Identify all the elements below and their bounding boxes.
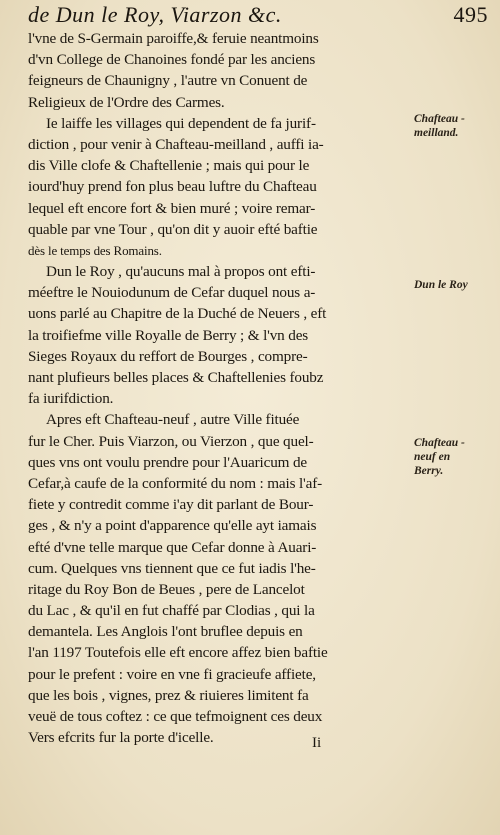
body-text bbox=[28, 28, 408, 748]
text-line: veuë de tous coftez : ce que tefmoignent ces deux bbox=[28, 708, 323, 725]
margin-note-line: Chafteau - bbox=[414, 113, 465, 125]
text-line: ques vns ont voulu prendre pour l'Auaricum de bbox=[28, 453, 308, 471]
text-line: nant plufieurs belles places & Chaftellenies foubz bbox=[28, 369, 324, 386]
text-line: uons parlé au Chapitre de la Duché de Neuers , eft bbox=[28, 305, 327, 323]
text-line: ritage du Roy Bon de Beues , pere de Lancelot bbox=[28, 580, 305, 598]
running-header bbox=[28, 0, 488, 30]
text-line: Religieux de l'Ordre des Carmes. bbox=[28, 93, 225, 111]
text-line: la troifiefme ville Royalle de Berry ; & l'vn des bbox=[28, 326, 309, 344]
margin-note-chasteau-meilland bbox=[414, 112, 496, 140]
text-line: d'vn College de Chanoines fondé par les anciens bbox=[28, 51, 316, 69]
margin-note-line: neuf en bbox=[414, 451, 451, 463]
text-line: dis Ville clofe & Chaftellenie ; mais qui pour le bbox=[28, 157, 310, 175]
text-line: iourd'huy prend fon plus beau luftre du Chafteau bbox=[28, 178, 317, 196]
text-line: demantela. Les Anglois l'ont bruflee depuis en bbox=[28, 623, 303, 641]
text-line: Ie laiffe les villages qui dependent de fa jurif- bbox=[46, 114, 316, 132]
margin-note-line: meilland. bbox=[414, 127, 459, 139]
margin-note-line: Dun le Roy bbox=[414, 279, 468, 291]
text-line: Sieges Royaux du reffort de Bourges , compre- bbox=[28, 347, 308, 365]
margin-note-dun-le-roy bbox=[414, 278, 496, 292]
text-line: Vers efcrits fur la porte d'icelle. bbox=[28, 729, 214, 747]
text-line: fur le Cher. Puis Viarzon, ou Vierzon , que quel- bbox=[28, 432, 314, 450]
text-line: fiete y contredit comme i'ay dit parlant de Bour- bbox=[28, 496, 314, 514]
margin-note-line: Chafteau - bbox=[414, 437, 465, 449]
text-line: que les bois , vignes, prez & riuieres limitent fa bbox=[28, 686, 309, 704]
text-line: méeftre le Nouiodunum de Cefar duquel nous a- bbox=[28, 284, 316, 302]
header-title: de Dun le Roy, Viarzon &c. bbox=[28, 2, 282, 27]
text-line: Cefar,à caufe de la conformité du nom : mais l'af- bbox=[28, 474, 323, 492]
text-line: efté d'vne telle marque que Cefar donne à Auari- bbox=[28, 538, 317, 556]
text-line: quable par vne Tour , qu'on dit y auoir efté baftie bbox=[28, 220, 318, 238]
text-line: diction , pour venir à Chafteau-meilland , auffi ia- bbox=[28, 135, 324, 153]
text-line: feigneurs de Chaunigny , l'autre vn Conuent de bbox=[28, 72, 308, 90]
text-line: ges , & n'y a point d'apparence qu'elle ayt iamais bbox=[28, 517, 317, 535]
text-line: l'an 1197 Toutefois elle eft encore affez bien baftie bbox=[28, 644, 328, 662]
text-line: fa iurifdiction. bbox=[28, 390, 114, 408]
text-line: cum. Quelques vns tiennent que ce fut iadis l'he- bbox=[28, 559, 316, 577]
margin-note-line: Berry. bbox=[414, 465, 444, 477]
margin-note-chasteau-neuf bbox=[414, 436, 496, 478]
text-line: dès le temps des Romains. bbox=[28, 242, 162, 258]
text-line: lequel eft encore fort & bien muré ; voire remar- bbox=[28, 199, 316, 217]
text-line: Dun le Roy , qu'aucuns mal à propos ont efti- bbox=[46, 263, 316, 281]
text-line: Apres eft Chafteau-neuf , autre Ville fituée bbox=[46, 411, 300, 429]
page-number: 495 bbox=[453, 2, 488, 27]
text-line: l'vne de S-Germain paroiffe,& feruie neantmoins bbox=[28, 30, 319, 47]
text-line: pour le prefent : voire en vne fi gracieufe affiete, bbox=[28, 665, 316, 683]
signature-mark: Ii bbox=[312, 735, 322, 751]
text-line: du Lac , & qu'il en fut chaffé par Clodias , qui la bbox=[28, 602, 315, 620]
